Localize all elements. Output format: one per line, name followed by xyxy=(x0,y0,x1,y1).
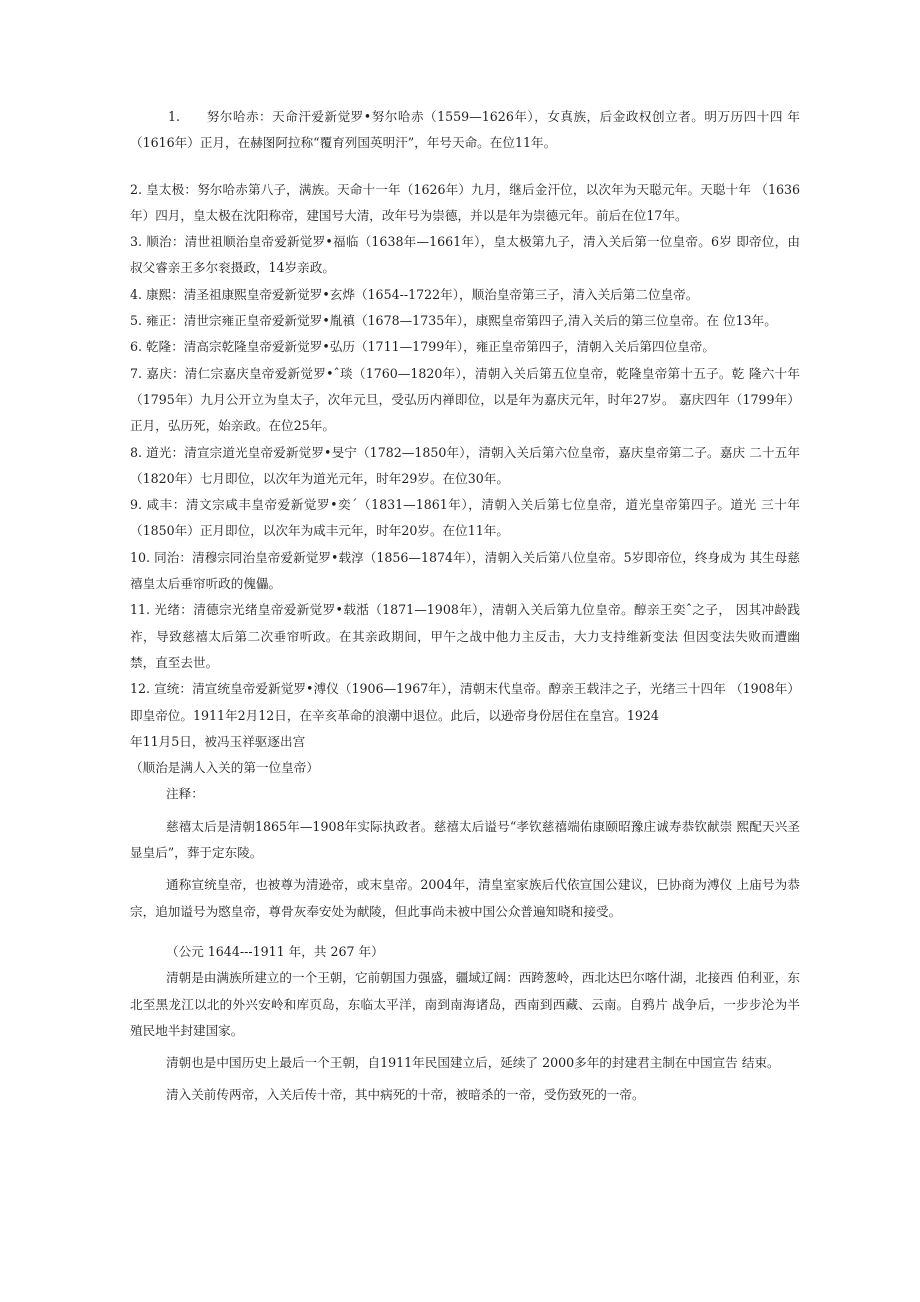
emperor-entry-11: 11. 光绪：清德宗光绪皇帝爱新觉罗•载湉（1871—1908年），清朝入关后第九位皇帝。醇亲王奕ˆ之子， 因其冲龄践祚，导致慈禧太后第二次垂帘听政。在其亲政期间，甲午之战中他力主反击，大力支持维新变法 但因变法失败而遭幽禁，直至去世。 xyxy=(130,602,800,670)
summary-paragraph-1: 清朝是由满族所建立的一个王朝，它前朝国力强盛，疆域辽阔：西跨葱岭，西北达巴尔喀什湖，北接西 伯利亚，东北至黑龙江以北的外兴安岭和库页岛，东临太平洋，南到南海诸岛，西南到西藏、云南。自鸦片 战争后，一步步沦为半殖民地半封建国家。 xyxy=(130,970,800,1038)
emperor-entry-2: 2. 皇太极：努尔哈赤第八子，满族。天命十一年（1626年）九月，继后金汗位，以次年为天聪元年。天聪十年 （1636年）四月，皇太极在沈阳称帝，建国号大清，改年号为崇德，并以是年为崇德元年。前后在位17年。 xyxy=(130,181,800,223)
note-xuantong: 通称宣统皇帝，也被尊为清逊帝，或末皇帝。2004年，清皇室家族后代依宣国公建议，巳协商为溥仪 上庙号为恭宗，追加谥号为愍皇帝，尊骨灰奉安处为献陵，但此事尚未被中国公众普遍知晓和接受。 xyxy=(130,877,800,919)
emperor-entry-12: 12. 宣统：清宣统皇帝爱新觉罗•溥仪（1906—1967年），清朝末代皇帝。醇亲王载沣之子，光绪三十四年 （1908年）即皇帝位。1911年2月12日，在辛亥革命的浪潮中退位。此后，以逊帝身份居住在皇宫。1924 xyxy=(130,681,800,723)
summary-paragraph-3: 清入关前传两帝，入关后传十帝，其中病死的十帝，被暗杀的一帝，受伤致死的一帝。 xyxy=(166,1087,645,1103)
emperor-entry-4: 4. 康熙：清圣祖康熙皇帝爱新觉罗•玄烨（1654--1722年），顺治皇帝第三子，清入关后第二位皇帝。 xyxy=(130,286,699,302)
era-line: （公元 1644---1911 年，共 267 年） xyxy=(166,943,384,959)
emperor-entry-5: 5. 雍正：清世宗雍正皇帝爱新觉罗•胤禛（1678—1735年），康熙皇帝第四子,清入关后的第三位皇帝。在 位13年。 xyxy=(130,313,777,329)
emperor-entry-3: 3. 顺治：清世祖顺治皇帝爱新觉罗•福临（1638年—1661年），皇太极第九子，清入关后第一位皇帝。6岁 即帝位，由叔父睿亲王多尔衮摄政，14岁亲政。 xyxy=(130,234,800,276)
note-cixi: 慈禧太后是清朝1865年—1908年实际执政者。慈禧太后谥号“孝钦慈禧端佑康颐昭豫庄诚寿恭钦献崇 熙配天兴圣显皇后”，葬于定东陵。 xyxy=(130,818,800,861)
document-body xyxy=(130,104,800,1109)
emperor-entry-8: 8. 道光：清宣宗道光皇帝爱新觉罗•旻宁（1782—1850年），清朝入关后第六位皇帝，嘉庆皇帝第二子。嘉庆 二十五年（1820年）七月即位，以次年为道光元年，时年29岁。在位30年。 xyxy=(130,444,800,486)
emperor-entry-10: 10. 同治：清穆宗同治皇帝爱新觉罗•载淳（1856—1874年），清朝入关后第八位皇帝。5岁即帝位，终身成为 其生母慈禧皇太后垂帘听政的傀儡。 xyxy=(130,549,800,592)
emperor-entry-1: 1. 努尔哈赤：天命汗爱新觉罗•努尔哈赤（1559—1626年），女真族，后金政权创立者。明万历四十四 年（1616年）正月，在赫图阿拉称“覆育列国英明汗”，年号天命。在位11年。 xyxy=(130,109,800,151)
emperor-entry-7: 7. 嘉庆：清仁宗嘉庆皇帝爱新觉罗•ˆ琰（1760—1820年），清朝入关后第五位皇帝，乾隆皇帝第十五子。乾 隆六十年（1795年）九月公开立为皇太子，次年元旦，受弘历内禅即位，以是年为嘉庆元年，时年27岁。 嘉庆四年（1799年）正月，弘历死，始亲政。在位25年。 xyxy=(130,365,800,434)
notes-heading: 注释： xyxy=(166,786,204,802)
emperor-entry-9: 9. 咸丰：清文宗咸丰皇帝爱新觉罗•奕ˊ（1831—1861年），清朝入关后第七位皇帝，道光皇帝第四子。道光 三十年（1850年）正月即位，以次年为咸丰元年，时年20岁。在位11年。 xyxy=(130,497,800,539)
emperor-entry-12-continued: 年11月5日，被冯玉祥驱逐出宫 xyxy=(130,733,306,749)
shunzhi-note: （顺治是满人入关的第一位皇帝） xyxy=(130,760,319,776)
emperor-entry-6: 6. 乾隆：清高宗乾隆皇帝爱新觉罗•弘历（1711—1799年），雍正皇帝第四子，清朝入关后第四位皇帝。 xyxy=(130,339,715,355)
summary-paragraph-2: 清朝也是中国历史上最后一个王朝，自1911年民国建立后，延续了 2000多年的封建君主制在中国宣告 结束。 xyxy=(166,1055,780,1071)
